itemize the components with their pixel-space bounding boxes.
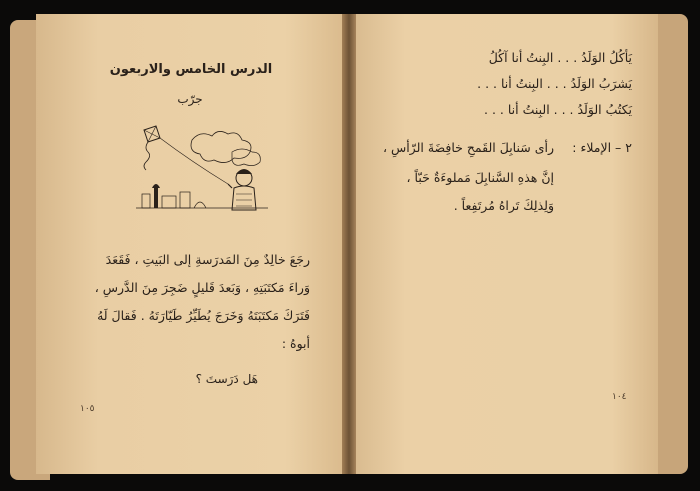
text-line: أبوهُ : (281, 336, 310, 351)
text-line: وَراءَ مَكتَبَتِهِ ، وَبَعدَ قَليلٍ ضَجِرَ مِنَ الدَّرسِ ، (94, 280, 310, 295)
lesson-title: الدرس الخامس والاربعون (109, 62, 273, 77)
kite-illustration (132, 122, 272, 220)
lesson-subtitle: جرّب (177, 92, 203, 106)
text-line: رجَعَ خالِدٌ مِنَ المَدرَسةِ إلى البَيتِ ، فَقَعَدَ (105, 252, 310, 267)
exercise-line: يَكتُبُ الوَلَدُ . . . البِنتُ أنا . . . (484, 102, 632, 117)
dictation-line: إنَّ هذهِ السَّنابِلَ مَملوءَةٌ حَبّاً ، (406, 170, 554, 185)
exercise-line: يَأكُلُ الوَلَدُ . . . البِنتُ أنا آكُلُ (488, 50, 632, 65)
dictation-line: رأى سَنابِلَ القَمحِ خافِضَةَ الرّأسِ ، (382, 140, 554, 155)
text-line: فَتَرَكَ مَكتَبَتَهُ وَخَرَجَ يُطَيِّرُ طَيّارَتَهُ . فَقالَ لَهُ (97, 308, 310, 323)
exercise-line: يَشرَبُ الوَلَدُ . . . البِنتُ أنا . . . (477, 76, 632, 91)
page-number-right: ١٠٤ (612, 392, 627, 402)
dictation-line: وَلِذلِكَ تَراهُ مُرتَفِعاً . (453, 198, 554, 213)
book-gutter (342, 14, 356, 474)
page-number-left: ١٠٥ (80, 404, 95, 414)
dictation-label: ٢ – الإملاء : (572, 140, 632, 155)
question-line: هَل دَرَستَ ؟ (195, 372, 258, 386)
